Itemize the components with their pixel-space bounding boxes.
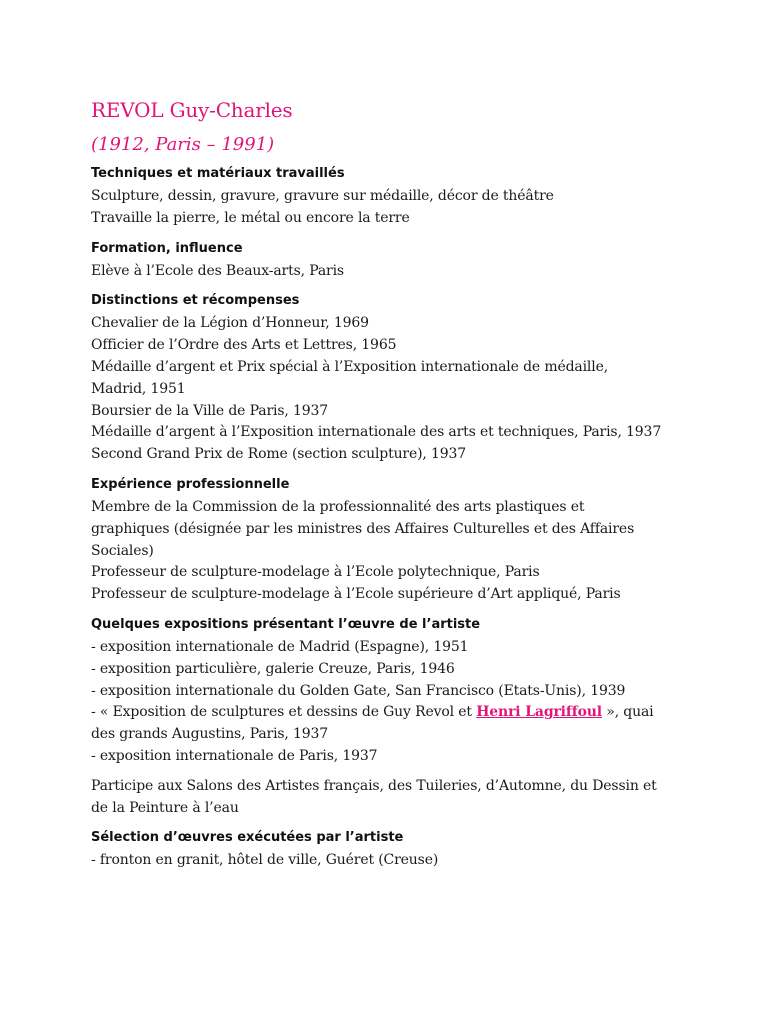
text-line: Membre de la Commission de la professionnalité des arts plastiques et <box>91 498 585 515</box>
section-distinctions <box>91 292 691 466</box>
list-item: - exposition particulière, galerie Creuze, Paris, 1946 <box>91 660 455 677</box>
text-line: Chevalier de la Légion d’Honneur, 1969 <box>91 315 369 332</box>
text-line: Second Grand Prix de Rome (section sculpture), 1937 <box>91 446 467 463</box>
list-item: - fronton en granit, hôtel de ville, Guéret (Creuse) <box>91 852 439 869</box>
section-oeuvres <box>91 829 691 872</box>
artist-name: REVOL Guy-Charles <box>91 98 293 122</box>
text-line: Travaille la pierre, le métal ou encore la terre <box>91 209 410 226</box>
section-expositions <box>91 616 691 819</box>
salons-paragraph <box>91 776 691 820</box>
text-line: Participe aux Salons des Artistes français, des Tuileries, d’Automne, du Dessin et <box>91 777 657 794</box>
text-line: des grands Augustins, Paris, 1937 <box>91 726 329 743</box>
text-line: Elève à l’Ecole des Beaux-arts, Paris <box>91 262 344 279</box>
text-line: Sociales) <box>91 542 154 559</box>
section-heading: Distinctions et récompenses <box>91 293 300 309</box>
text-line: graphiques (désignée par les ministres des Affaires Culturelles et des Affaires <box>91 520 635 537</box>
text-line: de la Peinture à l’eau <box>91 799 239 816</box>
section-techniques <box>91 165 691 230</box>
text-line: Médaille d’argent à l’Exposition internationale des arts et techniques, Paris, 1937 <box>91 424 662 441</box>
section-formation <box>91 240 691 283</box>
text-line: Professeur de sculpture-modelage à l’Ecole supérieure d’Art appliqué, Paris <box>91 586 621 603</box>
section-heading: Sélection d’œuvres exécutées par l’artiste <box>91 830 404 846</box>
list-item: - exposition internationale du Golden Gate, San Francisco (Etats-Unis), 1939 <box>91 682 626 699</box>
list-item: - exposition internationale de Madrid (Espagne), 1951 <box>91 638 469 655</box>
text-line: Professeur de sculpture-modelage à l’Ecole polytechnique, Paris <box>91 564 540 581</box>
text-fragment: - « Exposition de sculptures et dessins de Guy Revol et <box>91 704 477 721</box>
artist-link-henri-lagriffoul[interactable]: Henri Lagriffoul <box>476 704 602 721</box>
section-heading: Expérience professionnelle <box>91 476 290 492</box>
artist-dates: (1912, Paris – 1991) <box>91 134 275 155</box>
document-content <box>91 97 691 872</box>
section-experience <box>91 476 691 606</box>
text-line: Médaille d’argent et Prix spécial à l’Exposition internationale de médaille, <box>91 358 609 375</box>
text-line: Madrid, 1951 <box>91 380 186 397</box>
text-line: Sculpture, dessin, gravure, gravure sur médaille, décor de théâtre <box>91 188 554 204</box>
section-heading: Formation, influence <box>91 240 243 256</box>
list-item: - exposition internationale de Paris, 1937 <box>91 747 378 764</box>
section-heading: Quelques expositions présentant l’œuvre de l’artiste <box>91 616 481 632</box>
text-line: Boursier de la Ville de Paris, 1937 <box>91 402 328 419</box>
text-line: Officier de l’Ordre des Arts et Lettres, 1965 <box>91 337 397 354</box>
section-heading: Techniques et matériaux travaillés <box>91 166 345 181</box>
list-item <box>91 702 691 724</box>
text-fragment: », quai <box>601 704 654 721</box>
